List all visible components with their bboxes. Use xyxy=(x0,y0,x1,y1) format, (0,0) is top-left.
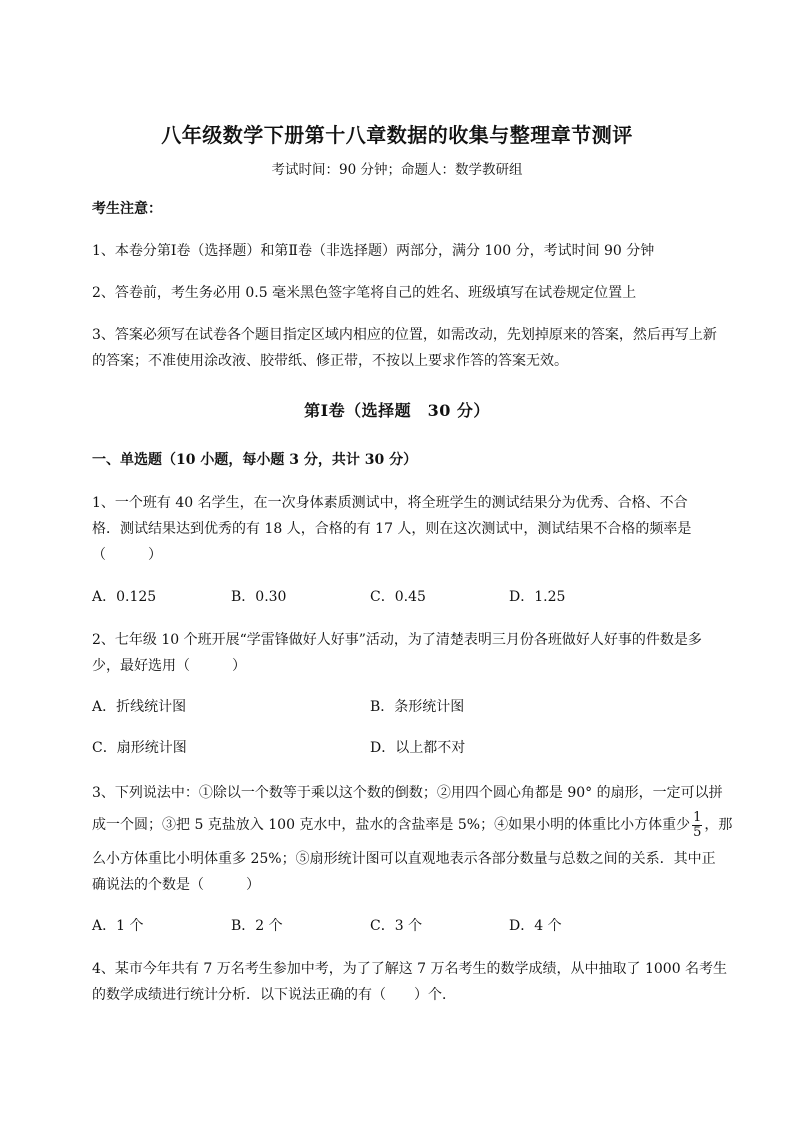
q2-option-a: A．折线统计图 xyxy=(92,699,187,715)
q1-option-c: C．0.45 xyxy=(370,589,426,605)
q3-option-b: B．2 个 xyxy=(231,918,283,934)
q4-line-1: 4、某市今年共有 7 万名考生参加中考，为了了解这 7 万名考生的数学成绩，从中抽取了 1000 名考生 xyxy=(92,961,728,977)
part-1-title: 第Ⅰ卷（选择题 30 分） xyxy=(304,401,490,420)
q1-option-d: D．1.25 xyxy=(509,589,566,605)
q3-line-2 xyxy=(92,809,733,841)
exam-title: 八年级数学下册第十八章数据的收集与整理章节测评 xyxy=(161,123,633,147)
q3-line-3: 么小方体重比小明体重多 25%；⑤扇形统计图可以直观地表示各部分数量与总数之间的关系．其中正 xyxy=(92,851,716,867)
q2-option-d: D．以上都不对 xyxy=(370,740,466,756)
q3-line-2-end: ，那 xyxy=(704,817,733,833)
q3-option-d: D．4 个 xyxy=(509,918,562,934)
section-heading: 一、单选题（10 小题，每小题 3 分，共计 30 分） xyxy=(92,452,418,468)
exam-subtitle: 考试时间：90 分钟；命题人：数学教研组 xyxy=(271,162,523,178)
q4-line-2: 的数学成绩进行统计分析．以下说法正确的有（ ）个． xyxy=(92,987,456,1003)
q3-option-a: A．1 个 xyxy=(92,918,144,934)
notice-item-2: 2、答卷前，考生务必用 0.5 毫米黑色签字笔将自己的姓名、班级填写在试卷规定位置上 xyxy=(92,285,637,301)
notice-item-3-line-2: 的答案；不准使用涂改液、胶带纸、修正带，不按以上要求作答的答案无效。 xyxy=(92,353,568,369)
q2-line-1: 2、七年级 10 个班开展“学雷锋做好人好事”活动，为了清楚表明三月份各班做好人好事的件数是多 xyxy=(92,632,702,648)
q1-line-3: （ ） xyxy=(92,547,162,563)
q1-line-2: 格．测试结果达到优秀的有 18 人，合格的有 17 人，则在这次测试中，测试结果不合格的频率是 xyxy=(92,521,692,537)
notice-item-3-line-1: 3、答案必须写在试卷各个题目指定区域内相应的位置，如需改动，先划掉原来的答案，然后再写上新 xyxy=(92,327,717,343)
q3-option-c: C．3 个 xyxy=(370,918,423,934)
q3-line-4: 确说法的个数是（ ） xyxy=(92,877,260,893)
one-fifth-fraction: $\frac{1}{5}$ xyxy=(693,809,702,840)
q3-line-1: 3、下列说法中：①除以一个数等于乘以这个数的倒数；②用四个圆心角都是 90° 的扇形，一定可以拼 xyxy=(92,785,723,801)
q2-line-2: 少，最好选用（ ） xyxy=(92,658,246,674)
notice-heading: 考生注意： xyxy=(92,201,162,217)
q1-option-b: B．0.30 xyxy=(231,589,287,605)
q2-option-b: B．条形统计图 xyxy=(370,699,465,715)
q1-line-1: 1、一个班有 40 名学生，在一次身体素质测试中，将全班学生的测试结果分为优秀、合格、不合 xyxy=(92,495,688,511)
q1-option-a: A．0.125 xyxy=(92,589,157,605)
q2-option-c: C．扇形统计图 xyxy=(92,740,187,756)
q3-line-2-text: 成一个圆；③把 5 克盐放入 100 克水中，盐水的含盐率是 5%；④如果小明的体重比小方体重少 xyxy=(92,817,691,833)
notice-item-1: 1、本卷分第Ⅰ卷（选择题）和第Ⅱ卷（非选择题）两部分，满分 100 分，考试时间 90 分钟 xyxy=(92,243,655,259)
